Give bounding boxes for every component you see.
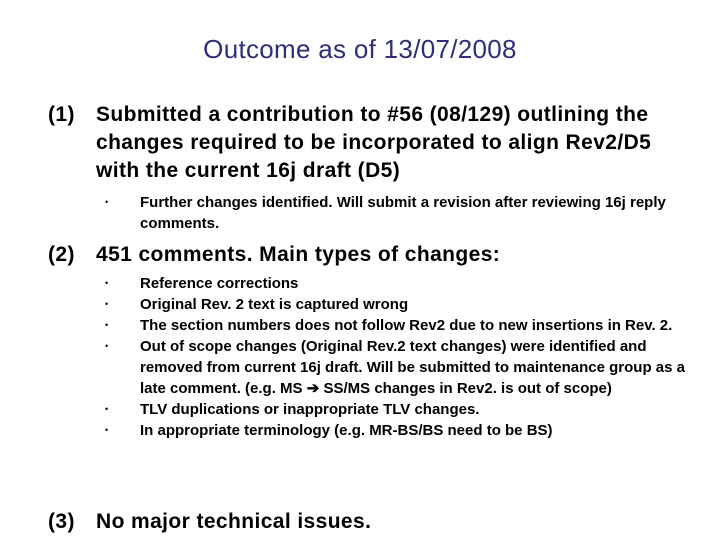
bullet-icon: •: [105, 404, 109, 414]
list-item: [105, 399, 700, 420]
bullet-text: The section numbers does not follow Rev2 due to new insertions in Rev. 2.: [140, 317, 673, 334]
bullet-text: Out of scope changes (Original Rev.2 text changes) were identified and removed from current 16j draft. Will be submitted to maintenance group as a late comment. (e.g. MS: [140, 338, 685, 397]
list-item: [105, 294, 700, 315]
list-item: [105, 420, 700, 441]
bullet-icon: •: [105, 341, 109, 351]
item-text: 451 comments. Main types of changes:: [96, 243, 501, 266]
bullet-icon: •: [105, 425, 109, 435]
right-arrow-icon: ➔: [306, 380, 320, 397]
bullet-icon: •: [105, 197, 109, 207]
bullet-text: TLV duplications or inappropriate TLV changes.: [140, 401, 480, 418]
list-item: [105, 315, 700, 336]
item-2: [48, 241, 698, 269]
bullet-icon: •: [105, 299, 109, 309]
item-1-bullets: [0, 192, 720, 234]
item-2-bullets: [0, 273, 720, 441]
list-item: [105, 192, 700, 234]
page-title: Outcome as of 13/07/2008: [203, 34, 517, 64]
item-1: [48, 101, 698, 185]
bullet-text: Original Rev. 2 text is captured wrong: [140, 296, 409, 313]
item-3: [48, 508, 698, 536]
list-item: [105, 273, 700, 294]
item-text: Submitted a contribution to #56 (08/129) outlining the changes required to be incorporated to align Rev2/D5 with the current 16j draft (D5): [96, 103, 652, 182]
bullet-text: Further changes identified. Will submit a revision after reviewing 16j reply comments.: [140, 194, 666, 232]
bullet-text-continued: SS/MS changes in Rev2. is out of scope): [323, 380, 612, 397]
bullet-text: Reference corrections: [140, 275, 299, 292]
bullet-text: In appropriate terminology (e.g. MR-BS/BS need to be BS): [140, 422, 553, 439]
item-number: (2): [48, 243, 75, 266]
list-item: [105, 336, 700, 399]
item-number: (1): [48, 103, 75, 126]
bullet-icon: •: [105, 320, 109, 330]
bullet-icon: •: [105, 278, 109, 288]
item-text: No major technical issues.: [96, 510, 372, 533]
item-number: (3): [48, 510, 75, 533]
